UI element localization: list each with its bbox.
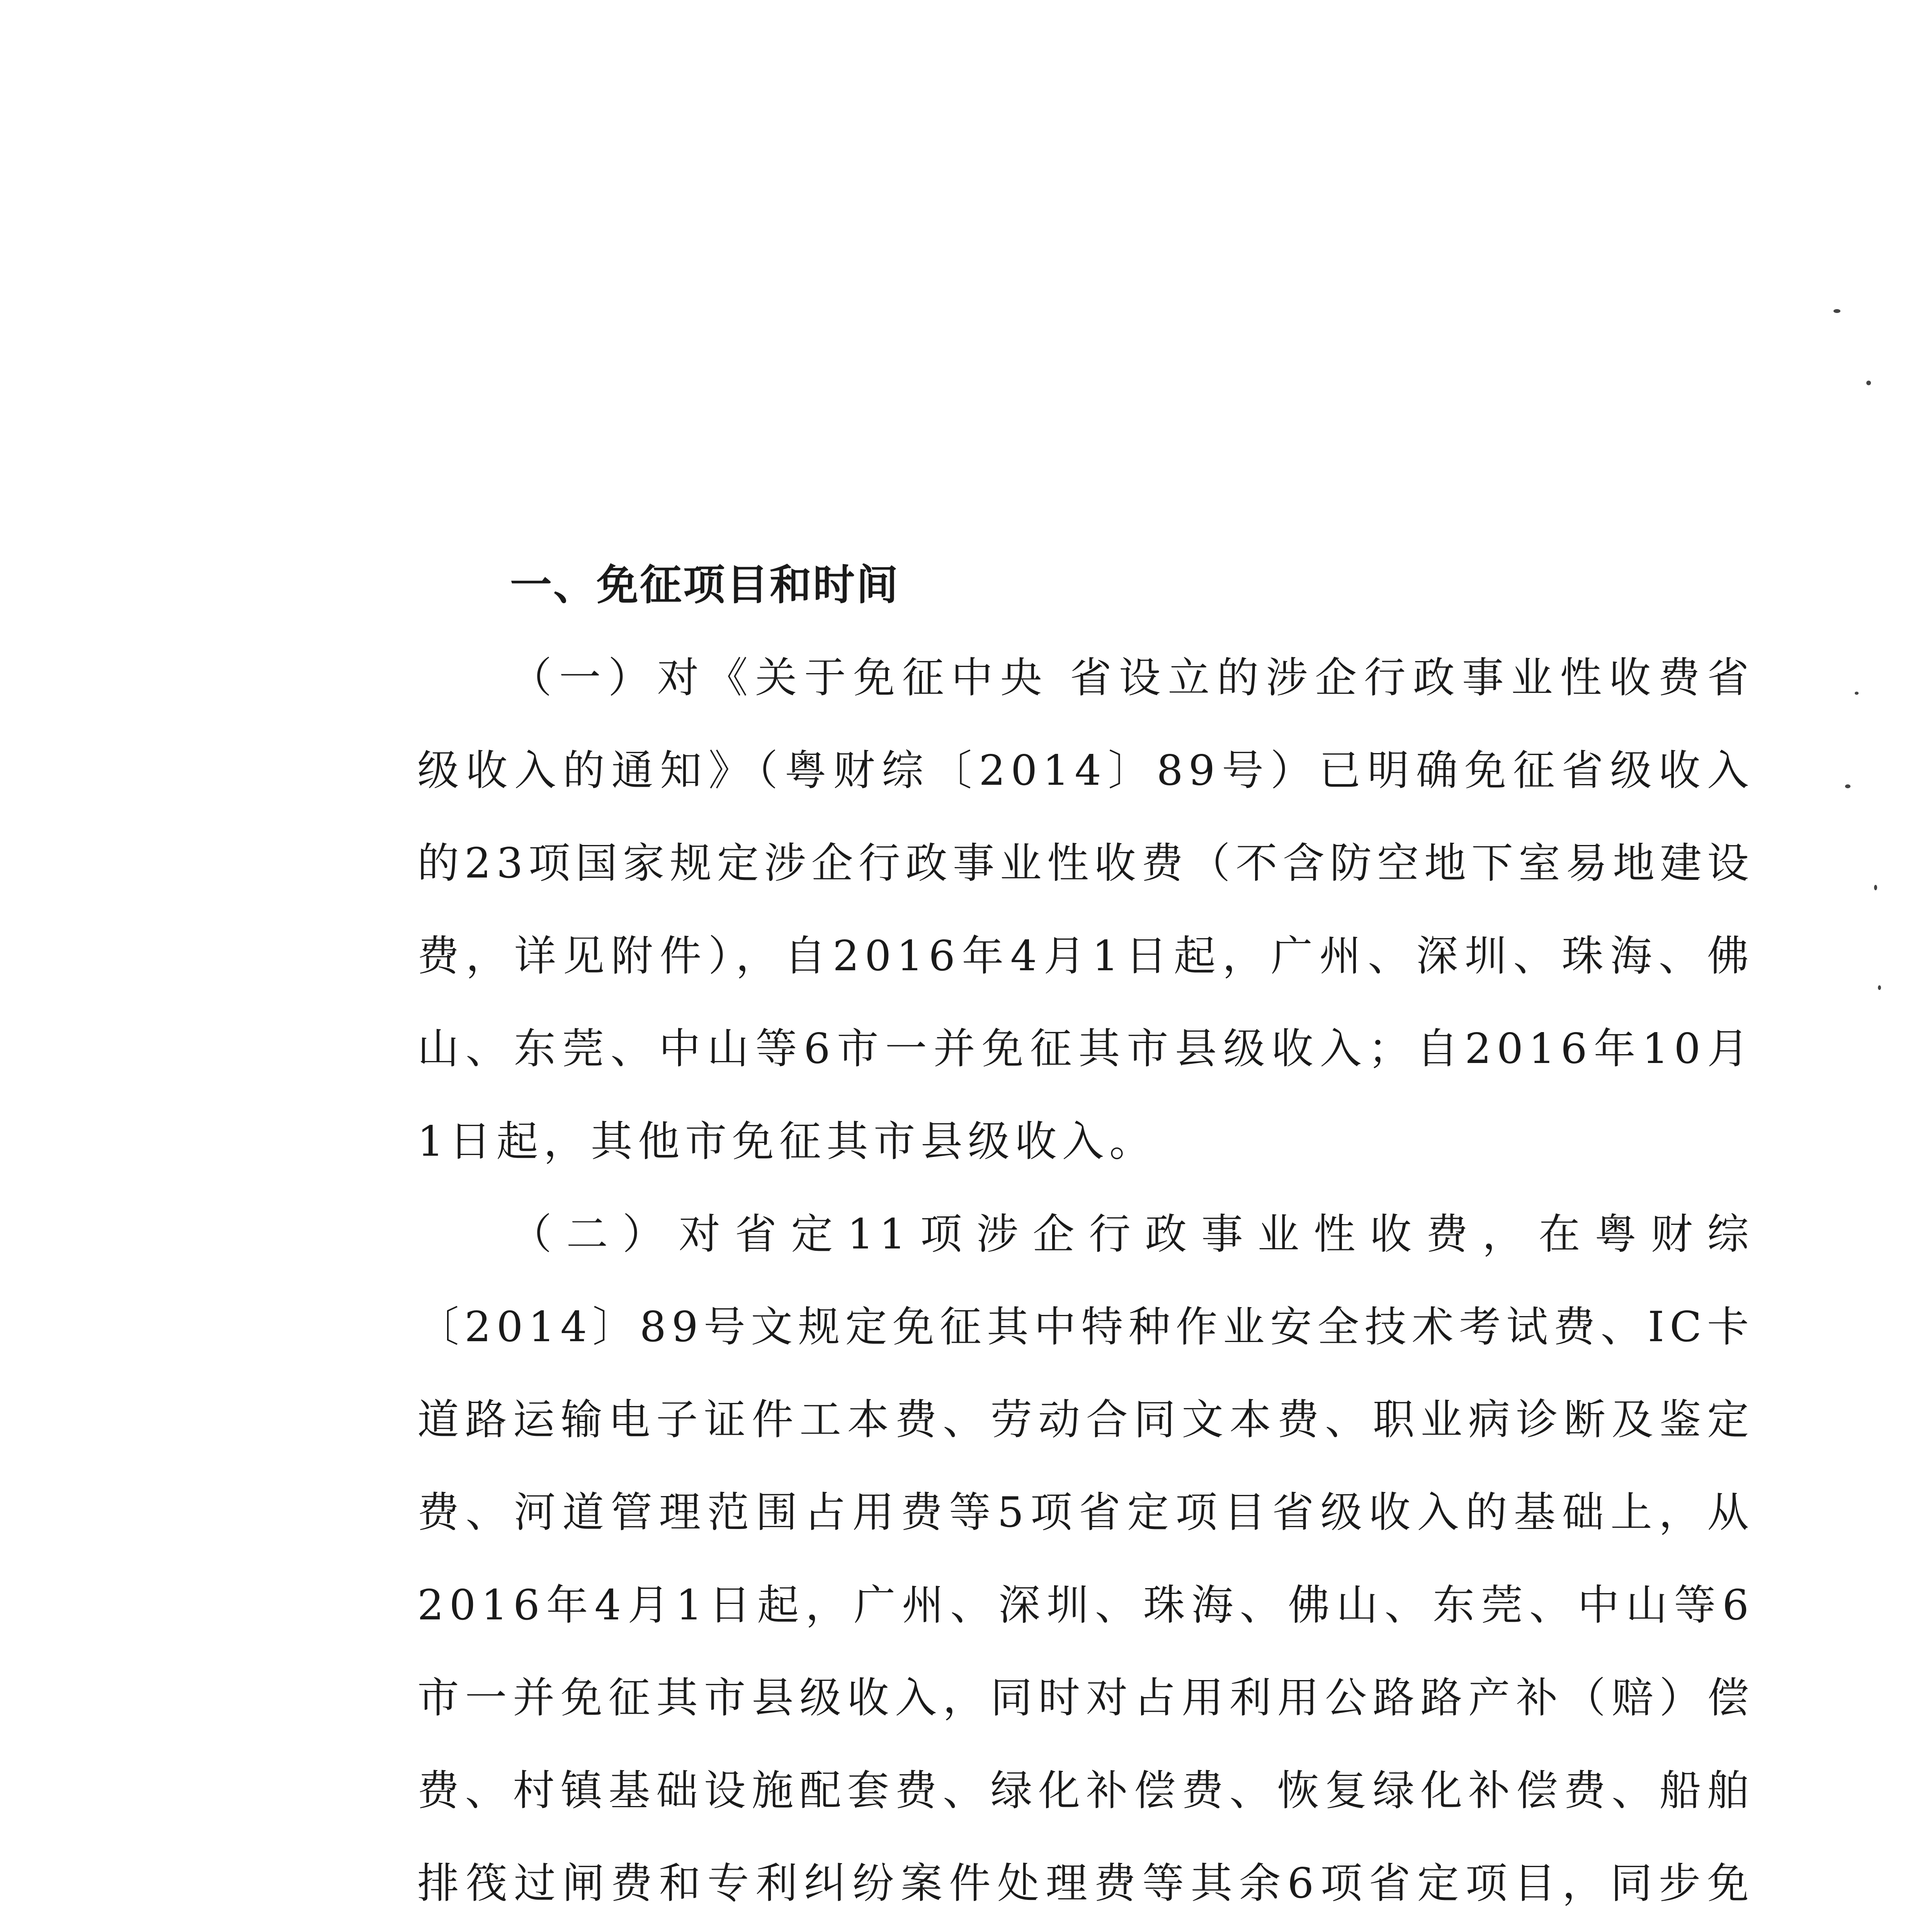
scan-speck (1855, 692, 1859, 695)
paragraph-1-2: （二）对省定11项涉企行政事业性收费，在粤财综〔2014〕89号文规定免征其中特种作业安全技术考试费、IC卡道路运输电子证件工本费、劳动合同文本费、职业病诊断及鉴定费、河道管理范围占用费等5项省定项目省级收入的基础上，从2016年4月1日起，广州、深圳、珠海、佛山、东莞、中山等6市一并免征其市县级收入，同时对占用利用公路路产补（赔）偿费、村镇基础设施配套费、绿化补偿费、恢复绿化补偿费、船舶排筏过闸费和专利纠纷案件处理费等其余6项省定项目，同步免 (417, 1210, 1754, 1908)
scan-speck (1845, 784, 1850, 788)
document-body (417, 539, 1754, 1932)
scan-speck (1878, 985, 1881, 990)
scan-speck (1874, 885, 1877, 890)
scan-speck (1866, 381, 1871, 385)
section-heading-1: 一、免征项目和时间 (510, 561, 900, 609)
paragraph-1-1: （一）对《关于免征中央 省设立的涉企行政事业性收费省级收入的通知》（粤财综〔2014〕89号）已明确免征省级收入的23项国家规定涉企行政事业性收费（不含防空地下室易地建设费，详见附件），自2016年4月1日起，广州、深圳、珠海、佛山、东莞、中山等6市一并免征其市县级收入；自2016年10月1日起，其他市免征其市县级收入。 (417, 654, 1754, 1166)
scan-speck (1833, 309, 1840, 313)
